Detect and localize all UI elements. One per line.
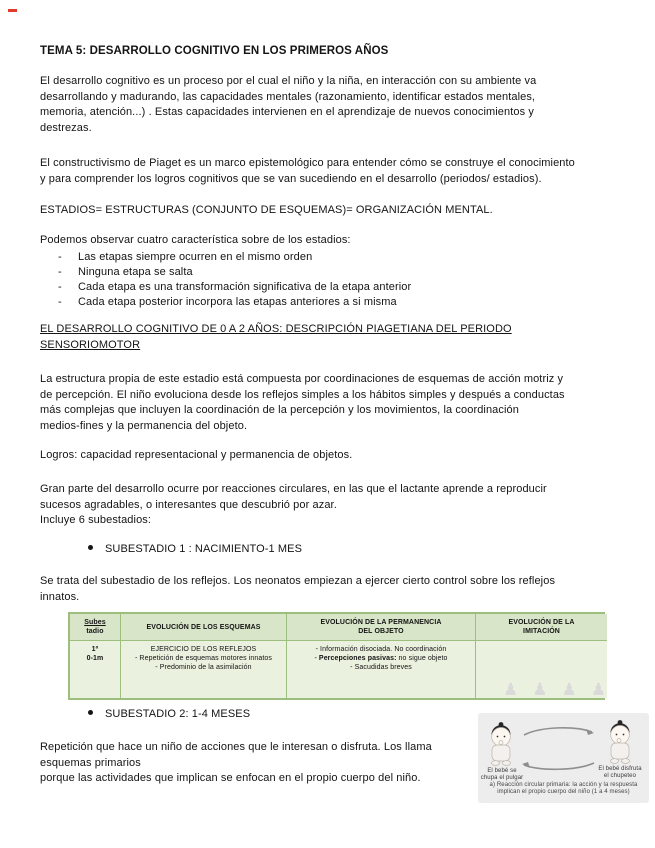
paragraph-estadios: ESTADIOS= ESTRUCTURAS (CONJUNTO DE ESQUEMAS)= ORGANIZACIÓN MENTAL. bbox=[40, 204, 493, 216]
bullet-dot-icon bbox=[88, 710, 93, 715]
list-item bbox=[58, 250, 411, 265]
cell-line: - Sacudidas breves bbox=[350, 664, 412, 671]
dash-marker: - bbox=[58, 266, 62, 278]
figure-left-caption: El bebé se chupa el pulgar bbox=[480, 768, 524, 781]
dash-marker: - bbox=[58, 281, 62, 293]
cell-line bbox=[289, 654, 473, 663]
subestadio2-label: SUBESTADIO 2: 1-4 MESES bbox=[105, 708, 251, 720]
cell-text-bold: Percepciones pasivas: bbox=[318, 655, 397, 662]
section-heading: EL DESARROLLO COGNITIVO DE 0 A 2 AÑOS: DESCRIPCIÓN PIAGETIANA DEL PERIODO SENSORIOMOTOR bbox=[40, 323, 512, 351]
bullet-dot-icon bbox=[88, 545, 93, 550]
table-cell-subestadio: 1º 0-1m bbox=[70, 641, 120, 698]
subestadio1-bullet bbox=[88, 543, 302, 555]
page-title: TEMA 5: DESARROLLO COGNITIVO EN LOS PRIMEROS AÑOS bbox=[40, 45, 389, 57]
list-item-text: Ninguna etapa se salta bbox=[78, 266, 193, 278]
list-item bbox=[58, 280, 411, 295]
subestadio1-label: SUBESTADIO 1 : NACIMIENTO-1 MES bbox=[105, 543, 303, 555]
figure-bottom-caption: a) Reacción circular primaria: la acción y la respuesta implican el propio cuerpo del niño (1 a 4 meses) bbox=[489, 782, 638, 795]
list-item bbox=[58, 295, 411, 310]
table-header-permanencia: EVOLUCIÓN DE LA PERMANENCIA DEL OBJETO bbox=[286, 614, 475, 641]
list-item-text: Cada etapa es una transformación significativa de la etapa anterior bbox=[78, 281, 412, 293]
paragraph-constructivismo: El constructivismo de Piaget es un marco epistemológico para entender cómo se construye el conocimiento y para comprender los logros cognitivos que se van sucediendo en el desarrollo (periodos/ estadios). bbox=[40, 157, 575, 185]
table-header-imitacion: EVOLUCIÓN DE LA IMITACIÓN bbox=[475, 614, 607, 641]
table-header-esquemas: EVOLUCIÓN DE LOS ESQUEMAS bbox=[120, 614, 286, 641]
cell-text: - bbox=[314, 655, 319, 662]
figure-right-caption: El bebé disfruta el chupeteo bbox=[598, 766, 642, 779]
dash-marker: - bbox=[58, 251, 62, 263]
baby-thumb-sucking-icon bbox=[481, 721, 521, 771]
faint-silhouettes-decor: ♟♟♟♟ bbox=[503, 680, 620, 700]
paragraph-subestadio2: Repetición que hace un niño de acciones que le interesan o disfruta. Los llama esquemas primarios porque las actividades que implican se enfocan en el propio cuerpo del niño. bbox=[40, 741, 432, 784]
header-line: Subes bbox=[84, 619, 106, 626]
circular-reaction-figure bbox=[478, 713, 649, 803]
caracteristicas-intro: Podemos observar cuatro característica sobre de los estadios: bbox=[40, 234, 351, 246]
paragraph-intro: El desarrollo cognitivo es un proceso por el cual el niño y la niña, en interacción con su ambiente va desarrollando y madurando, las capacidades mentales (razonamiento, identificar estados mentales, memoria, atención...) . Estas capacidades intervienen en el aprendizaje de nuevos conocimientos y destrezas. bbox=[40, 75, 537, 134]
paragraph-reacciones: Gran parte del desarrollo ocurre por reacciones circulares, en las que el lactante aprende a reproducir sucesos agradables, o interesantes que descubrió por azar. Incluye 6 subestadios: bbox=[40, 483, 547, 526]
paragraph-estructura: La estructura propia de este estadio está compuesta por coordinaciones de esquemas de acción motriz y de percepción. El niño evoluciona desde los reflejos simples a los hábitos simples y después a conductas más complejas que incluyen la coordinación de la percepción y los movimientos, la coordinación medios-fines y la permanencia del objeto. bbox=[40, 373, 565, 432]
baby-enjoying-icon bbox=[600, 719, 640, 769]
paragraph-subestadio1: Se trata del subestadio de los reflejos. Los neonatos empiezan a ejercer cierto control sobre los reflejos innatos. bbox=[40, 575, 556, 603]
table-cell-esquemas: EJERCICIO DE LOS REFLEJOS - Repetición de esquemas motores innatos - Predominio de la asimilación bbox=[120, 641, 286, 698]
cell-text: no sigue objeto bbox=[396, 655, 448, 662]
table-cell-permanencia bbox=[286, 641, 475, 698]
list-item bbox=[58, 265, 411, 280]
list-item-text: Cada etapa posterior incorpora las etapas anteriores a si misma bbox=[78, 296, 397, 308]
red-mark bbox=[8, 9, 17, 12]
list-item-text: Las etapas siempre ocurren en el mismo orden bbox=[78, 251, 313, 263]
header-line: tadio bbox=[86, 628, 104, 635]
caracteristicas-list bbox=[58, 250, 411, 310]
table-header-subestadio bbox=[70, 614, 120, 641]
paragraph-logros: Logros: capacidad representacional y permanencia de objetos. bbox=[40, 449, 353, 461]
cell-line: - Información disociada. No coordinación bbox=[315, 646, 447, 653]
subestadio2-bullet bbox=[88, 708, 250, 720]
dash-marker: - bbox=[58, 296, 62, 308]
